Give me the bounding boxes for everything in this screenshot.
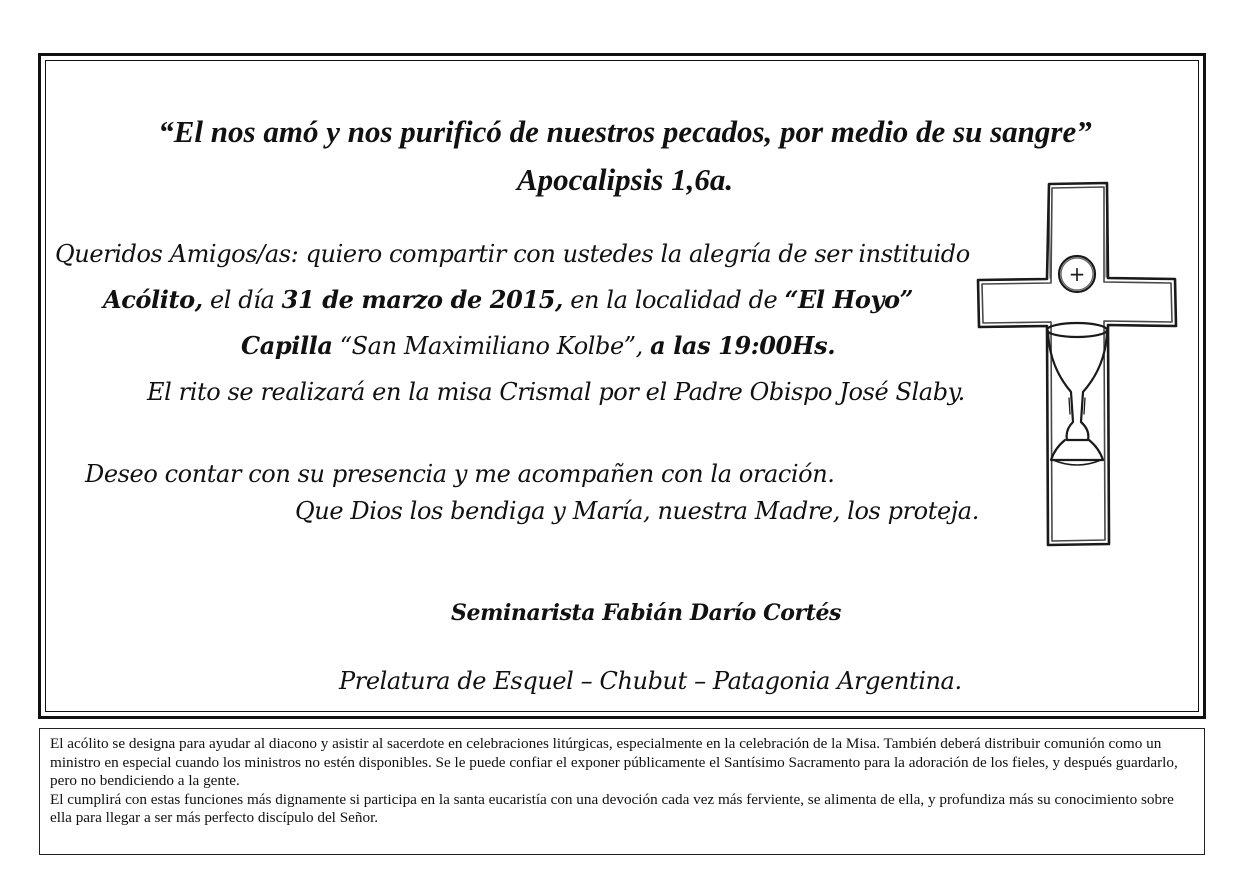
cross-with-chalice-and-host-icon (969, 178, 1179, 550)
signature: Seminarista Fabián Darío Cortés (451, 600, 842, 626)
presence-line: Deseo contar con su presencia y me acompañen con la oración. (85, 460, 835, 488)
bible-quote: “El nos amó y nos purificó de nuestros pecados, por medio de su sangre” (158, 114, 1092, 149)
event-time: a las 19:00Hs. (650, 331, 836, 360)
bible-reference: Apocalipsis 1,6a. (516, 162, 734, 197)
rite-line: El rito se realizará en la misa Crismal por el Padre Obispo José Slaby. (147, 378, 965, 406)
text-dia: el día (202, 286, 282, 314)
footnote-paragraph-1: El acólito se designa para ayudar al diacono y asistir al sacerdote en celebraciones litúrgicas, especialmente en la celebración de la Misa. También deberá distribuir comunión como un ministro en especial cuando los ministros no estén disponibles. Se le puede confiar el exponer públicamente el Santísimo Sacramento para la adoración de los fieles, y después guardarlo, pero no bendiciendo a la gente. (50, 735, 1178, 790)
location-line: Prelatura de Esquel – Chubut – Patagonia Argentina. (339, 667, 962, 695)
chapel-name: “San Maximiliano Kolbe”, (332, 332, 651, 360)
acolyte-footnote (39, 728, 1205, 855)
event-date: 31 de marzo de 2015, (281, 285, 563, 314)
ordination-date-line (103, 285, 913, 314)
event-place: “El Hoyo” (784, 285, 914, 314)
greeting-line: Queridos Amigos/as: quiero compartir con ustedes la alegría de ser instituido (55, 240, 970, 268)
acolito-word: Acólito, (103, 285, 203, 314)
blessing-line: Que Dios los bendiga y María, nuestra Madre, los proteja. (295, 497, 979, 525)
host-cross-mark: + (1068, 262, 1086, 286)
text-localidad: en la localidad de (562, 286, 785, 314)
capilla-word: Capilla (241, 331, 333, 360)
chapel-line (241, 331, 835, 360)
invitation-card (38, 53, 1206, 719)
footnote-paragraph-2: El cumplirá con estas funciones más dignamente si participa en la santa eucaristía con una devoción cada vez más ferviente, se alimenta de ella, y profundiza más su conocimiento sobre ella para llegar a ser más perfecto discípulo del Señor. (50, 790, 1174, 827)
